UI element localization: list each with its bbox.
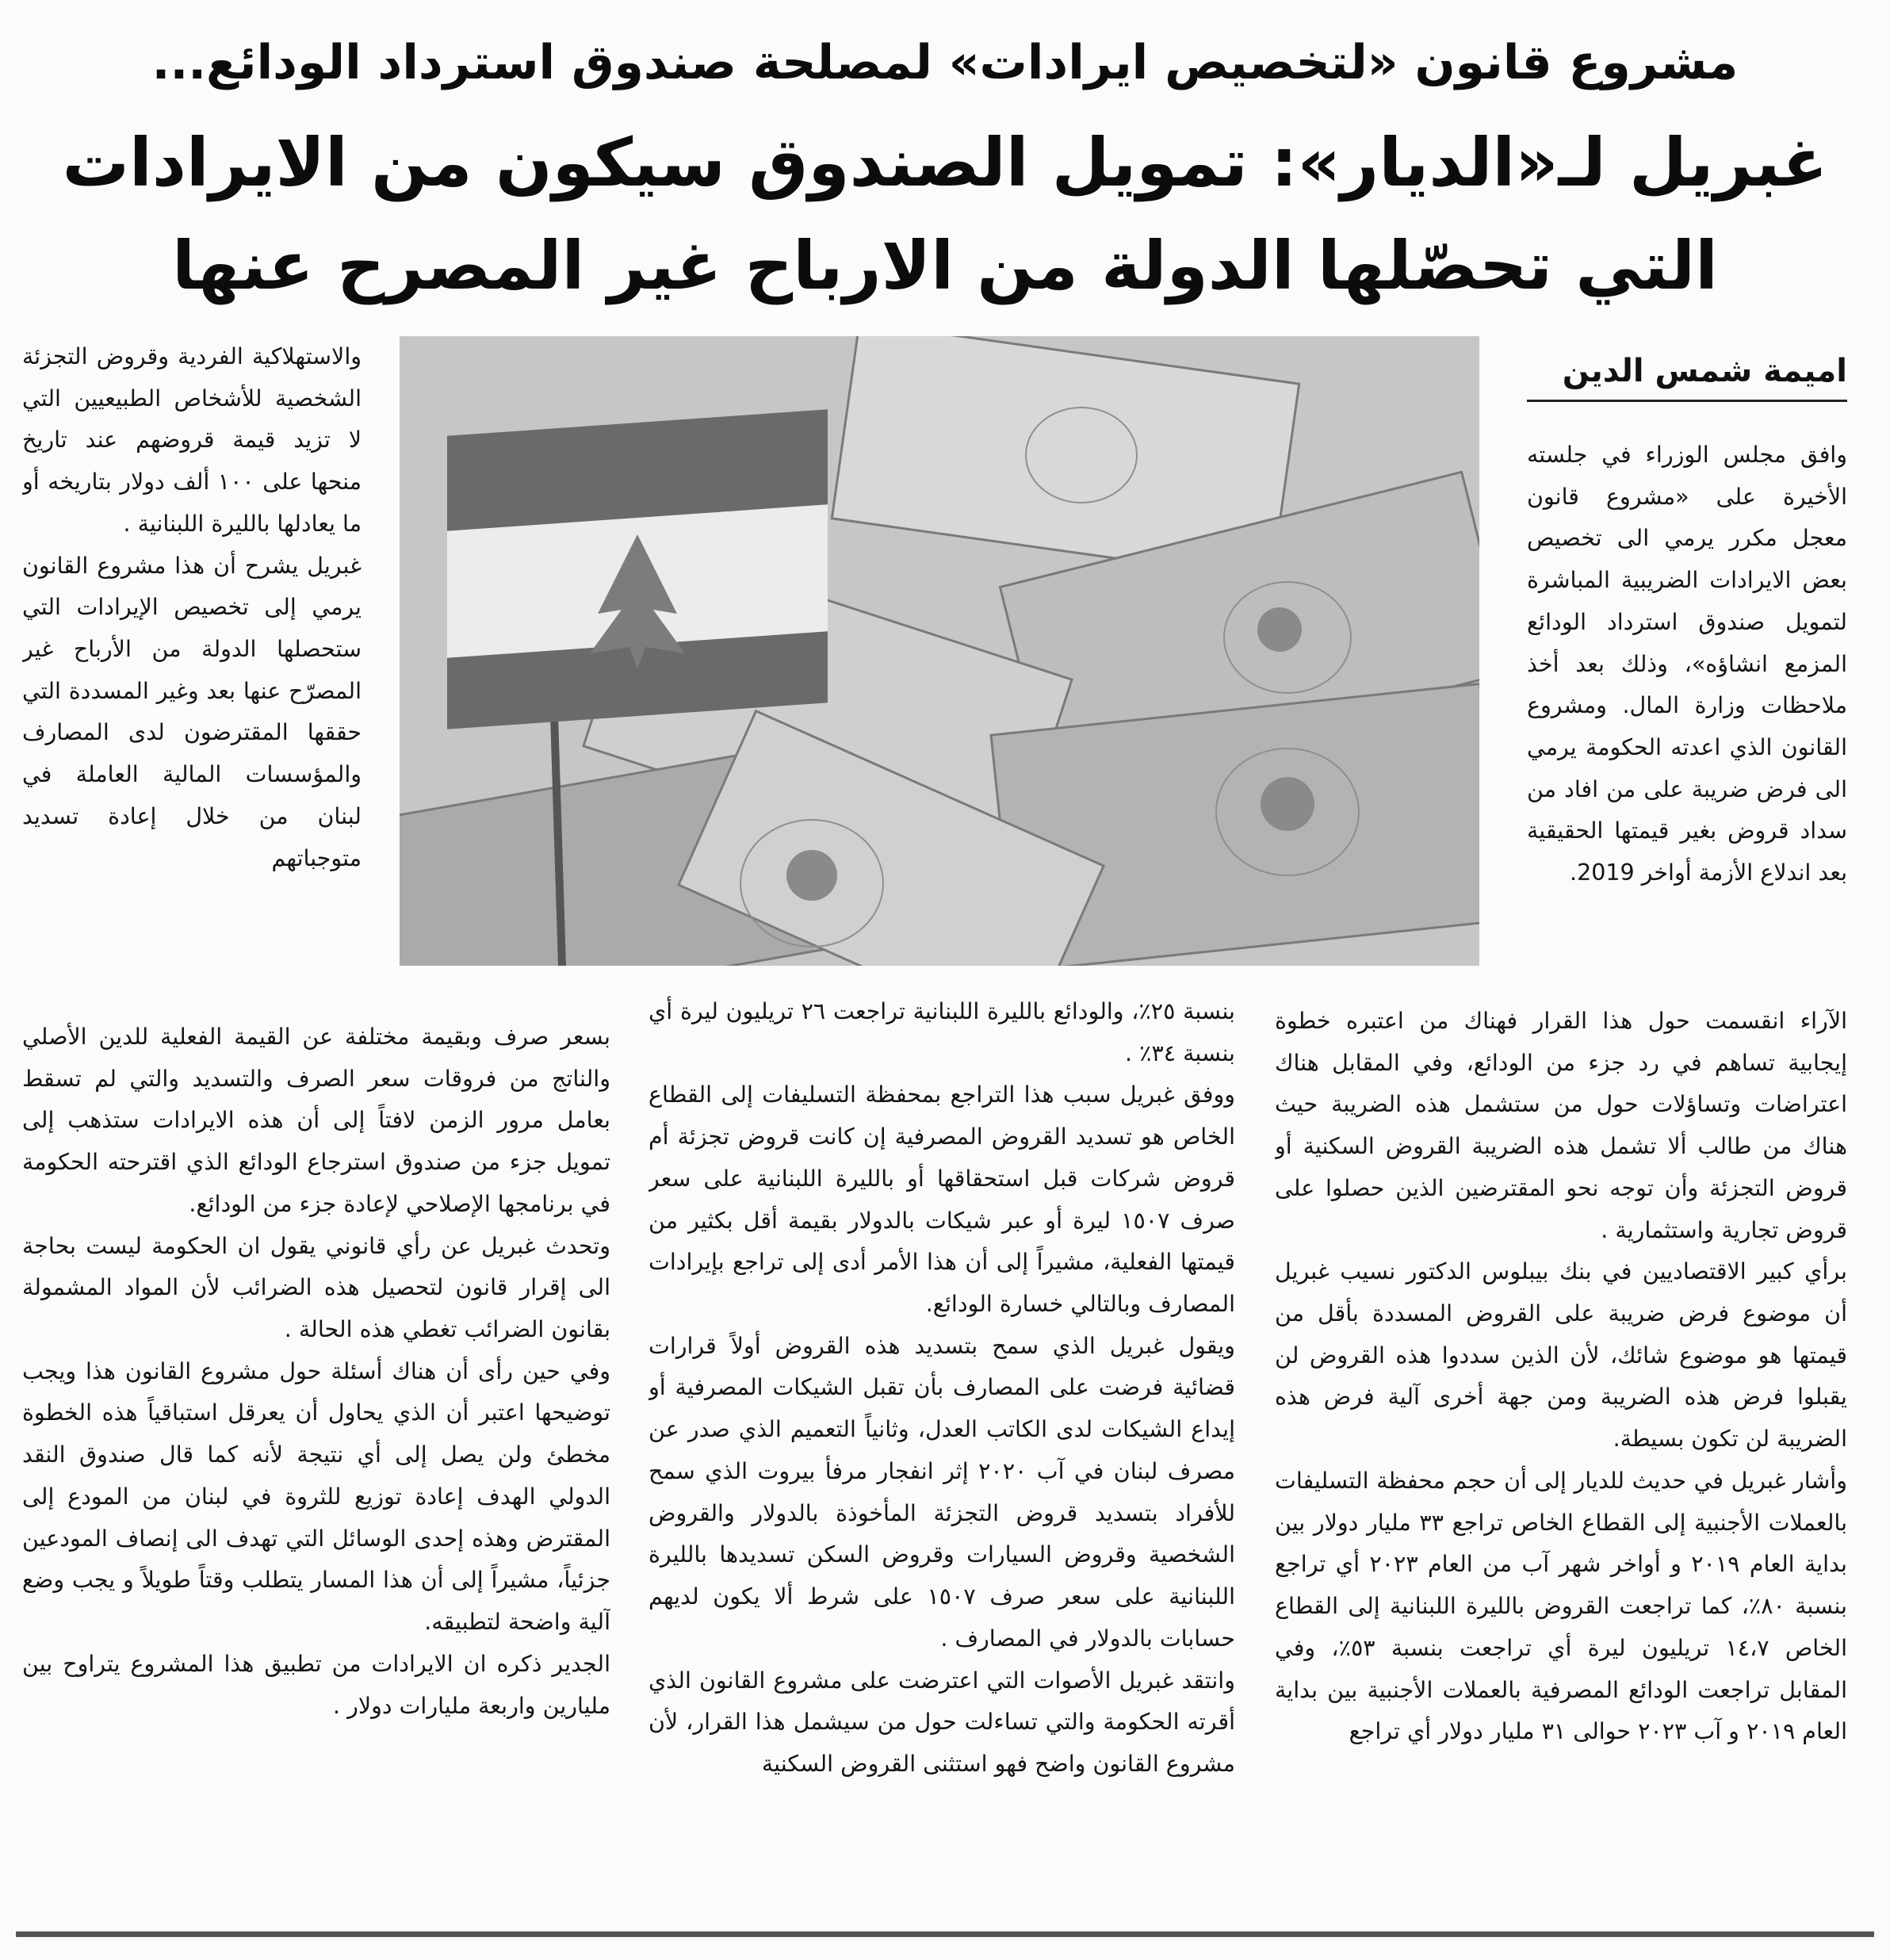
paragraph: الجدير ذكره ان الايرادات من تطبيق هذا المشروع يتراوح بين مليارين واربعة مليارات دولار . — [22, 1650, 610, 1719]
paragraph: بسعر صرف وبقيمة مختلفة عن القيمة الفعلية للدين الأصلي والناتج من فروقات سعر الصرف والتسديد والتي لم تسقط بعامل مرور الزمن لافتاً إلى أن هذه الايرادات ستذهب إلى تمويل جزء من صندوق استرجاع الودائع الذي اقترحته الحكومة في برنامجها الإصلاحي لإعادة جزء من الودائع. — [22, 1024, 610, 1217]
paragraph: الآراء انقسمت حول هذا القرار فهناك من اعتبره خطوة إيجابية تساهم في رد جزء من الودائع، وفي المقابل هناك اعتراضات وتساؤلات حول من ستشمل هذه الضريبة حيث هناك من طالب ألا تشمل هذه الضريبة القروض السكنية أو قروض التجزئة وأن توجه نحو المقترضين الذين حصلوا على قروض تجارية واستثمارية . — [1275, 1008, 1847, 1243]
article-column-left-top — [22, 336, 362, 1015]
paragraph: وافق مجلس الوزراء في جلسته الأخيرة على «مشروع قانون معجل مكرر يرمي الى تخصيص بعض الايرادات الضريبية المباشرة لتمويل صندوق استرداد الودائع المزمع انشاؤه»، وذلك بعد أخذ ملاحظات وزارة المال. ومشروع القانون الذي اعدته الحكومة يرمي الى فرض ضريبة على من افاد من سداد قروض بغير قيمتها الحقيقية بعد اندلاع الأزمة أواخر 2019. — [1527, 442, 1847, 886]
paragraph: وانتقد غبريل الأصوات التي اعترضت على مشروع القانون الذي أقرته الحكومة والتي تساءلت حول من سيشمل هذا القرار، لأن مشروع القانون واضح فهو استثنى القروض السكنية — [648, 1667, 1235, 1777]
article-column-right-top — [1527, 434, 1847, 990]
paragraph: بنسبة ٢٥٪، والودائع بالليرة اللبنانية تراجعت ٢٦ تريليون ليرة أي بنسبة ٣٤٪ . — [648, 998, 1235, 1066]
paragraph: وتحدث غبريل عن رأي قانوني يقول ان الحكومة ليست بحاجة الى إقرار قانون لتحصيل هذه الضرائب لأن المواد المشمولة بقانون الضرائب تغطي هذه الحالة . — [22, 1232, 610, 1343]
paragraph: والاستهلاكية الفردية وقروض التجزئة الشخصية للأشخاص الطبيعيين التي لا تزيد قيمة قروضهم عند تاريخ منحها على ١٠٠ ألف دولار بتاريخه أو ما يعادلها بالليرة اللبنانية . — [22, 343, 362, 537]
paragraph: وأشار غبريل في حديث للديار إلى أن حجم محفظة التسليفات بالعملات الأجنبية إلى القطاع الخاص تراجع ٣٣ مليار دولار بين بداية العام ٢٠١٩ و أواخر شهر آب من العام ٢٠٢٣ أي تراجع بنسبة ٨٠٪، كما تراجعت القروض بالليرة اللبنانية إلى القطاع الخاص ١٤،٧ تريليون ليرة أي تراجعت بنسبة ٥٣٪، وفي المقابل تراجعت الودائع المصرفية بالعملات الأجنبية بين بداية العام ٢٠١٩ و آب ٢٠٢٣ حوالى ٣١ مليار دولار أي تراجع — [1275, 1467, 1847, 1745]
paragraph: ويقول غبريل الذي سمح بتسديد هذه القروض أولاً قرارات قضائية فرضت على المصارف بأن تقبل الشيكات المصرفية أو إيداع الشيكات لدى الكاتب العدل، وثانياً التعميم الذي صدر عن مصرف لبنان في آب ٢٠٢٠ إثر انفجار مرفأ بيروت الذي سمح للأفراد بتسديد قروض التجزئة المأخوذة بالدولار والقروض الشخصية وقروض السيارات وقروض السكن تسديدها بالليرة اللبنانية على سعر صرف ١٥٠٧ على شرط ألا يكون لديهم حسابات بالدولار في المصارف . — [648, 1332, 1235, 1652]
article-column-right-bottom — [1275, 1001, 1847, 1927]
paragraph: وفي حين رأى أن هناك أسئلة حول مشروع القانون هذا ويجب توضيحها اعتبر أن الذي يحاول أن يعرقل استباقياً هذه الخطوة مخطئ ولن يصل إلى أي نتيجة لأنه كما قال صندوق النقد الدولي الهدف إعادة توزيع للثروة في لبنان من المودع إلى المقترض وهذه إحدى الوسائل التي تهدف الى إنصاف المودعين جزئياً، مشيراً إلى أن هذا المسار يتطلب وقتاً طويلاً و يجب وضع آلية واضحة لتطبيقه. — [22, 1357, 610, 1636]
main-headline-line-2: التي تحصّلها الدولة من الارباح غير المصرح عنها — [172, 227, 1718, 304]
paragraph: غبريل يشرح أن هذا مشروع القانون يرمي إلى تخصيص الإيرادات التي ستحصلها الدولة من الأرباح غير المصرّح عنها بعد وغير المسددة التي حققها المقترضون لدى المصارف والمؤسسات المالية العاملة في لبنان من خلال إعادة تسديد متوجباتهم — [22, 552, 362, 871]
article-column-left-bottom — [22, 1016, 610, 1927]
paragraph: برأي كبير الاقتصاديين في بنك بيبلوس الدكتور نسيب غبريل أن موضوع فرض ضريبة على القروض المسددة بأقل من قيمتها هو موضوع شائك، لأن الذين سددوا هذه القروض لن يقبلوا فرض هذه الضريبة ومن جهة أخرى آلية فرض هذه الضريبة لن تكون بسيطة. — [1275, 1258, 1847, 1453]
bottom-divider — [16, 1931, 1874, 1937]
byline: اميمة شمس الدين — [1527, 343, 1847, 402]
kicker-headline: مشروع قانون «لتخصيص ايرادات» لمصلحة صندوق استرداد الودائع... — [151, 35, 1739, 90]
article-column-middle-bottom — [648, 991, 1235, 1927]
article-photo — [400, 336, 1479, 966]
paragraph: ووفق غبريل سبب هذا التراجع بمحفظة التسليفات إلى القطاع الخاص هو تسديد القروض المصرفية إن كانت قروض تجزئة أم قروض شركات قبل استحقاقها أو بالليرة اللبنانية على سعر صرف ١٥٠٧ ليرة أو عبر شيكات بالدولار بقيمة أقل بكثير من قيمتها الفعلية، مشيراً إلى أن هذا الأمر أدى إلى تراجع بإيرادات المصارف وبالتالي خسارة الودائع. — [648, 1081, 1235, 1318]
main-headline-line-1: غبريل لـ«الديار»: تمويل الصندوق سيكون من الايرادات — [62, 124, 1828, 201]
